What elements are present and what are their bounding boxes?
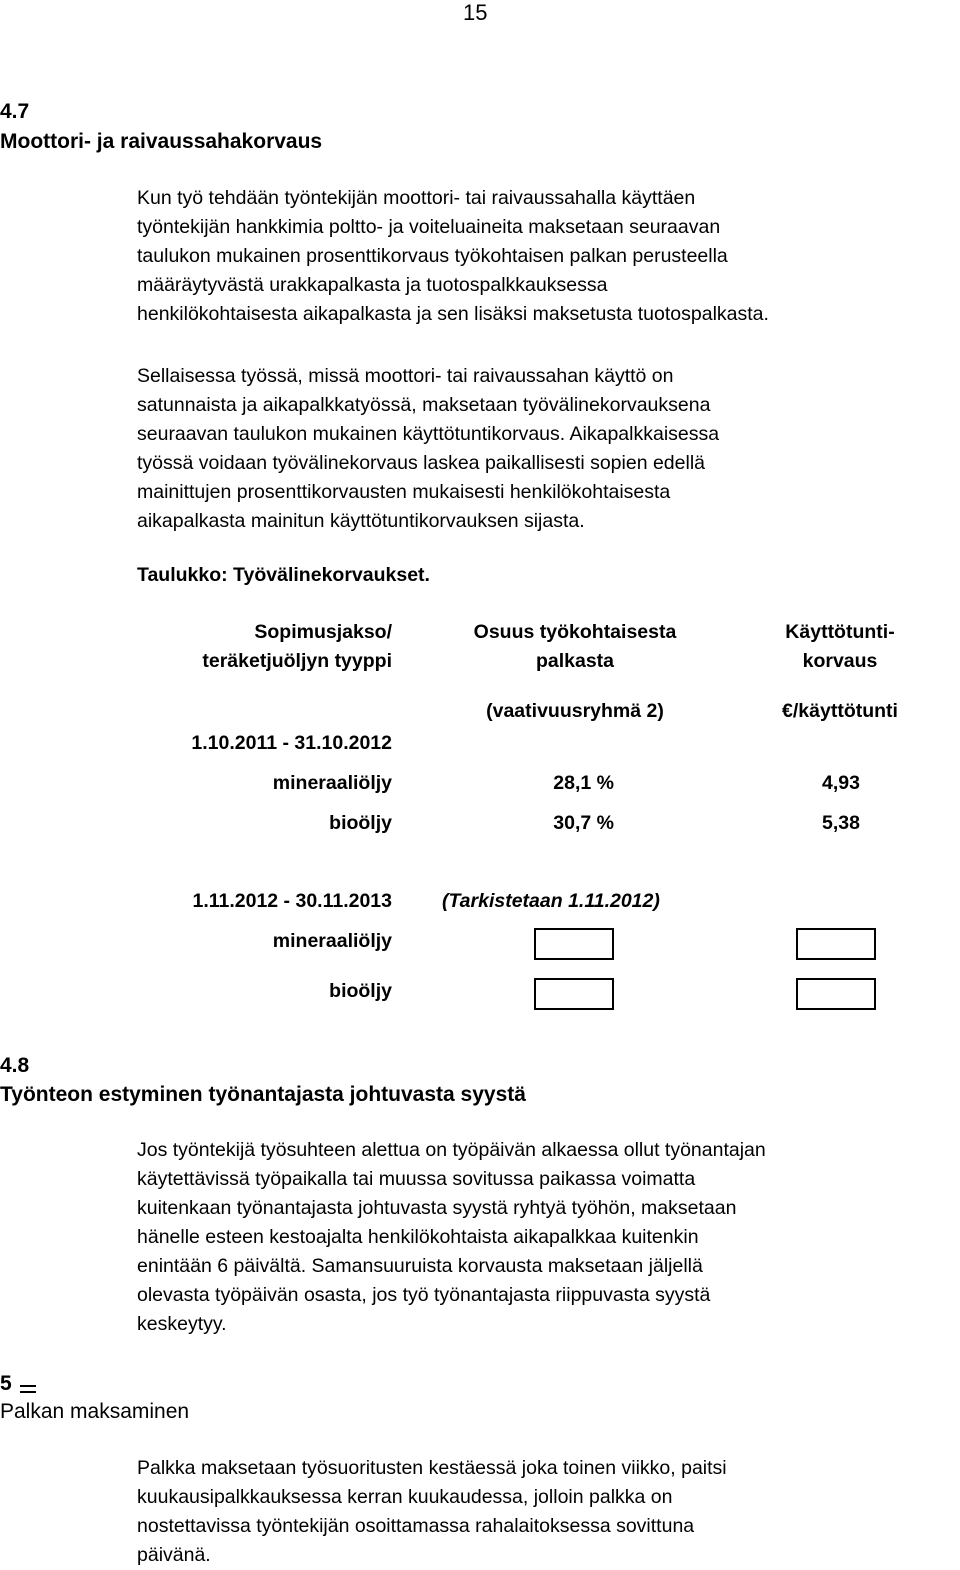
section-mark-icon <box>20 1385 36 1387</box>
text-line: taulukon mukainen prosenttikorvaus työkohtaisen palkan perusteella <box>137 245 728 267</box>
text-line: mainittujen prosenttikorvausten mukaisesti henkilökohtaisesta <box>137 481 671 503</box>
table-row-rate: 5,38 <box>822 812 860 834</box>
text-line: hänelle esteen kestoajalta henkilökohtaista aikapalkkaa kuitenkin <box>137 1226 699 1248</box>
table-caption: Taulukko: Työvälinekorvaukset. <box>137 564 430 586</box>
section-mark-icon <box>20 1391 36 1393</box>
section-4-7-paragraph-2 <box>137 362 719 536</box>
section-4-7-title: Moottori- ja raivaussahakorvaus <box>0 130 323 153</box>
table-row-oil-type: mineraaliöljy <box>272 772 392 794</box>
text-line: keskeytyy. <box>137 1313 227 1335</box>
table-header-share <box>440 618 710 676</box>
text-line: päivänä. <box>137 1544 211 1566</box>
text-line: henkilökohtaisesta aikapalkasta ja sen lisäksi maksetusta tuotospalkasta. <box>137 303 769 325</box>
text-line: työssä voidaan työvälinekorvaus laskea paikallisesti sopien edellä <box>137 452 705 474</box>
section-4-8-paragraph <box>137 1136 766 1339</box>
section-5-number: 5 <box>0 1372 12 1395</box>
text-line: määräytyvästä urakkapalkasta ja tuotospalkkauksessa <box>137 274 608 296</box>
section-4-8-title: Työnteon estyminen työnantajasta johtuvasta syystä <box>0 1083 526 1106</box>
table-row-share: 30,7 % <box>553 812 614 834</box>
table-unit-rate: €/käyttötunti <box>782 700 898 722</box>
text-line: Sellaisessa työssä, missä moottori- tai raivaussahan käyttö on <box>137 365 674 387</box>
empty-rate-cell <box>796 978 876 1010</box>
section-5-paragraph <box>137 1454 727 1570</box>
header-line: Käyttötunti- <box>785 621 895 643</box>
table-row-share: 28,1 % <box>553 772 614 794</box>
text-line: satunnaista ja aikapalkkatyössä, maksetaan työvälinekorvauksena <box>137 394 711 416</box>
empty-share-cell <box>534 978 614 1010</box>
header-line: palkasta <box>535 650 615 672</box>
empty-share-cell <box>534 928 614 960</box>
text-line: seuraavan taulukon mukainen käyttötuntikorvaus. Aikapalkkaisessa <box>137 423 720 445</box>
header-line: Sopimusjakso/ <box>254 621 392 643</box>
table-row-oil-type: mineraaliöljy <box>272 930 392 952</box>
table-header-rate <box>740 618 940 676</box>
section-4-7-number: 4.7 <box>0 100 30 123</box>
header-line: Osuus työkohtaisesta <box>473 621 677 643</box>
text-line: olevasta työpäivän osasta, jos työ työnantajasta riippuvasta syystä <box>137 1284 711 1306</box>
table-period-1: 1.10.2011 - 31.10.2012 <box>191 732 392 754</box>
page-number: 15 <box>463 0 488 25</box>
text-line: kuitenkaan työnantajasta johtuvasta syystä ryhtyä työhön, maksetaan <box>137 1197 737 1219</box>
text-line: työntekijän hankkimia poltto- ja voiteluaineita maksetaan seuraavan <box>137 216 721 238</box>
text-line: käytettävissä työpaikalla tai muussa sovitussa paikassa voimatta <box>137 1168 696 1190</box>
section-4-7-paragraph-1 <box>137 184 769 329</box>
table-row-rate: 4,93 <box>822 772 860 794</box>
header-line: teräketjuöljyn tyyppi <box>202 650 392 672</box>
text-line: Jos työntekijä työsuhteen alettua on työpäivän alkaessa ollut työnantajan <box>137 1139 766 1161</box>
empty-rate-cell <box>796 928 876 960</box>
table-unit-share: (vaativuusryhmä 2) <box>486 700 664 722</box>
text-line: kuukausipalkkauksessa kerran kuukaudessa, jolloin palkka on <box>137 1486 673 1508</box>
text-line: nostettavissa työntekijän osoittamassa rahalaitoksessa sovittuna <box>137 1515 695 1537</box>
text-line: aikapalkasta mainitun käyttötuntikorvauksen sijasta. <box>137 510 585 532</box>
table-period-2-note: (Tarkistetaan 1.11.2012) <box>442 890 660 912</box>
section-5-title: Palkan maksaminen <box>0 1400 190 1423</box>
table-period-2: 1.11.2012 - 30.11.2013 <box>192 890 392 912</box>
text-line: Kun työ tehdään työntekijän moottori- tai raivaussahalla käyttäen <box>137 187 696 209</box>
table-row-oil-type: bioöljy <box>329 812 392 834</box>
header-line: korvaus <box>802 650 878 672</box>
section-4-8-number: 4.8 <box>0 1054 30 1077</box>
table-header-period <box>140 618 392 676</box>
text-line: Palkka maksetaan työsuoritusten kestäessä joka toinen viikko, paitsi <box>137 1457 727 1479</box>
text-line: enintään 6 päivältä. Samansuuruista korvausta maksetaan jäljellä <box>137 1255 703 1277</box>
table-row-oil-type: bioöljy <box>329 980 392 1002</box>
